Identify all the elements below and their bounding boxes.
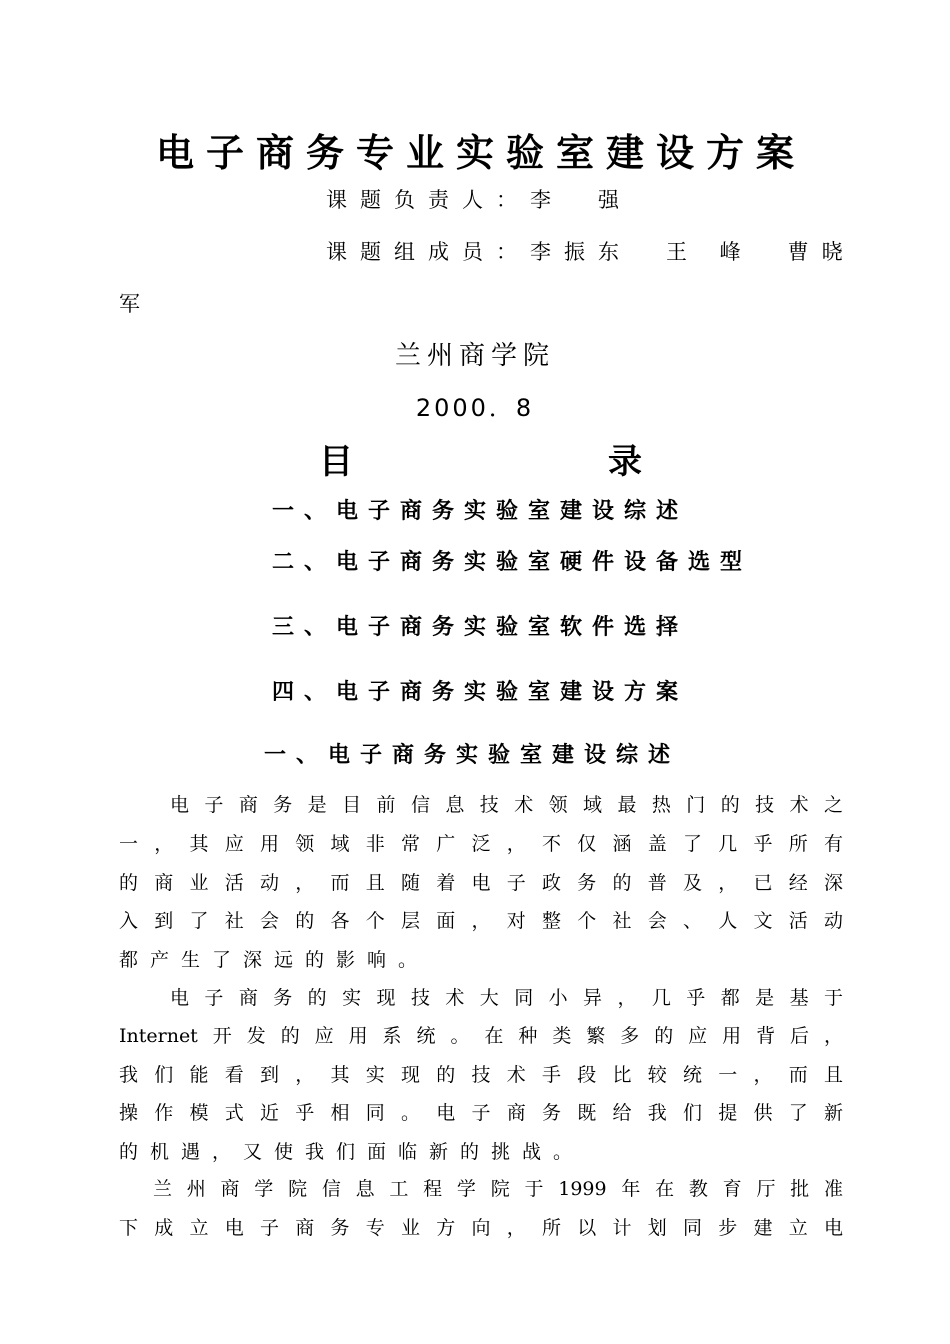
- toc-item-1: 一、电子商务实验室建设综述: [272, 499, 689, 524]
- project-members: 课题组成员：李振东 王 峰 曹晓: [326, 240, 856, 264]
- toc-item-2: 二、电子商务实验室硬件设备选型: [272, 550, 753, 575]
- toc-title-right: 录: [608, 442, 642, 482]
- toc-item-4: 四、电子商务实验室建设方案: [272, 680, 689, 705]
- toc-title-left: 目: [319, 442, 353, 482]
- body-line: 都产生了深远的影响。: [119, 949, 430, 971]
- project-leader: 课题负责人：李 强: [326, 188, 632, 212]
- toc-item-3: 三、电子商务实验室软件选择: [272, 615, 689, 640]
- body-line: Internet开发的应用系统。在种类繁多的应用背后，: [119, 1025, 843, 1047]
- school-name: 兰州商学院: [394, 341, 555, 371]
- body-line: 操作模式近乎相同。电子商务既给我们提供了新: [119, 1102, 843, 1124]
- document-title: 电子商务专业实验室建设方案: [155, 131, 806, 175]
- body-line: 兰州商学院信息工程学院于1999年在教育厅批准: [153, 1178, 843, 1200]
- body-line: 电子商务是目前信息技术领域最热门的技术之: [170, 794, 843, 816]
- toc-title: [0, 434, 950, 482]
- body-line: 我们能看到，其实现的技术手段比较统一，而且: [119, 1064, 843, 1086]
- section-heading: 一、电子商务实验室建设综述: [264, 743, 681, 768]
- body-line: 入到了社会的各个层面，对整个社会、人文活动: [119, 910, 843, 932]
- document-date: 2000．8: [415, 394, 535, 422]
- body-line: 一，其应用领域非常广泛，不仅涵盖了几乎所有: [119, 833, 843, 855]
- body-line: 的商业活动，而且随着电子政务的普及，已经深: [119, 872, 843, 894]
- body-line: 的机遇，又使我们面临新的挑战。: [119, 1141, 585, 1163]
- body-line: 电子商务的实现技术大同小异，几乎都是基于: [170, 987, 843, 1009]
- project-members-continued: 军: [119, 292, 153, 316]
- body-line: 下成立电子商务专业方向，所以计划同步建立电: [119, 1217, 843, 1239]
